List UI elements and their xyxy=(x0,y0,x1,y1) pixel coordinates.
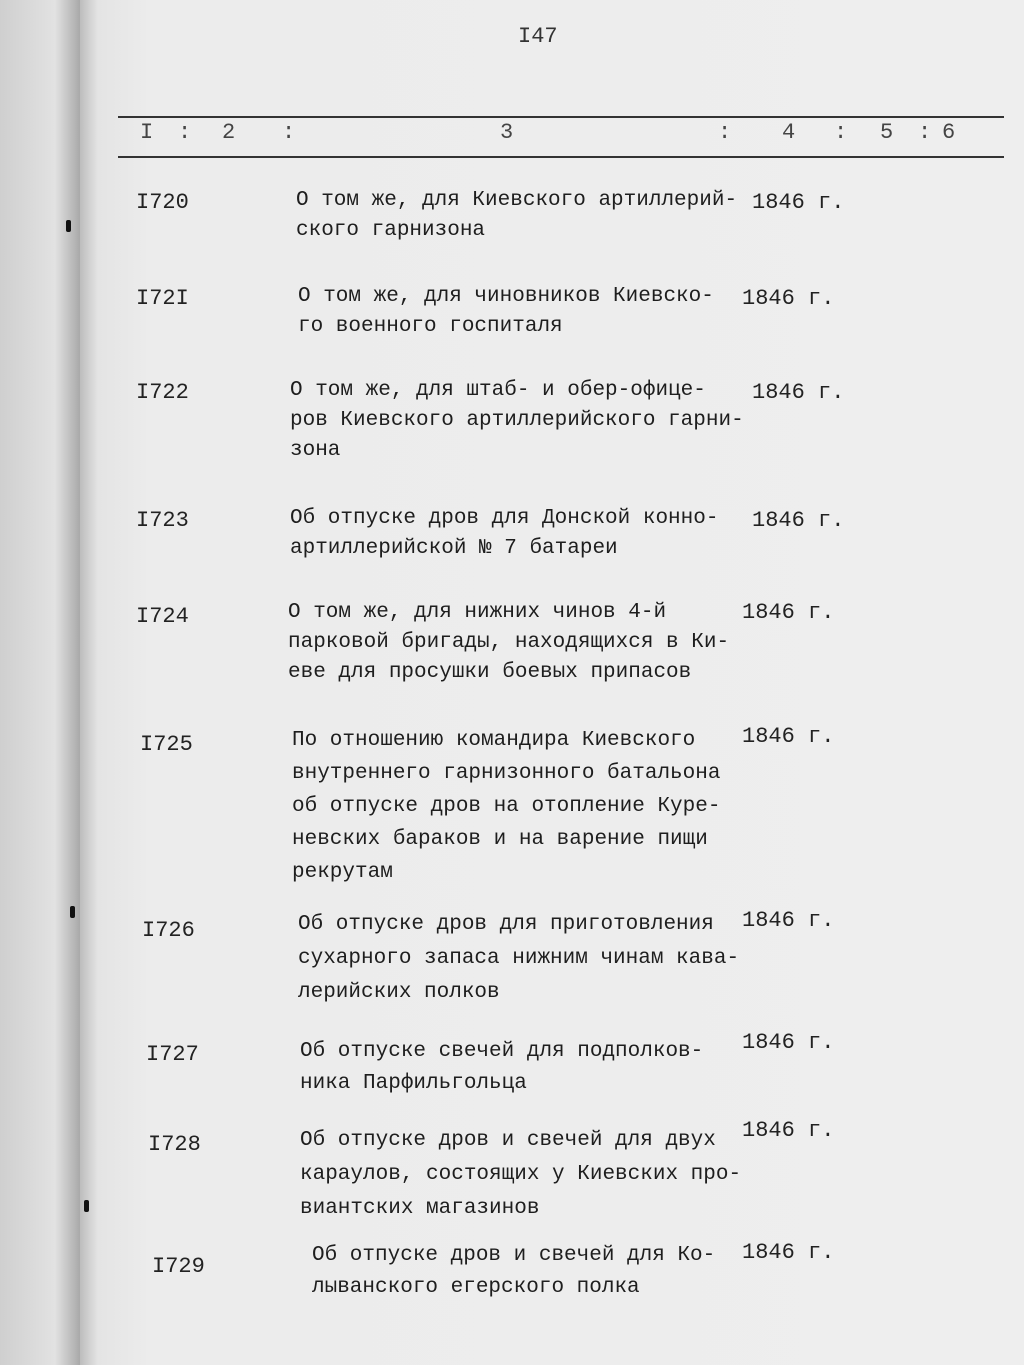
entry-description: О том же, для Киевского артиллерий- ского гарнизона xyxy=(296,189,738,242)
entry-number: I725 xyxy=(140,732,193,757)
entry-description: О том же, для нижних чинов 4-й парковой бригады, находящихся в Ки- еве для просушки боевых припасов xyxy=(288,601,730,684)
entry-description: Об отпуске свечей для подполков- ника Парфильгольца xyxy=(300,1040,704,1095)
page-number: I47 xyxy=(518,24,558,49)
binding-mark xyxy=(84,1200,89,1212)
entry-date: 1846 г. xyxy=(742,1240,835,1265)
header-rule-top xyxy=(118,116,1004,118)
left-page-gutter xyxy=(0,0,80,1365)
column-separator: : xyxy=(178,120,192,145)
entry-description: О том же, для штаб- и обер-офице- ров Киевского артиллерийского гарни- зона xyxy=(290,379,744,462)
entry-description: Об отпуске дров для приготовления сухарного запаса нижним чинам кава- лерийских полков xyxy=(298,913,740,1004)
entry-date: 1846 г. xyxy=(742,600,835,625)
entry-number: I724 xyxy=(136,604,189,629)
entry-date: 1846 г. xyxy=(742,724,835,749)
entry-date: 1846 г. xyxy=(742,286,835,311)
entry-date: 1846 г. xyxy=(752,190,845,215)
column-separator: : xyxy=(718,120,732,145)
entry-number: I722 xyxy=(136,380,189,405)
entry-description: По отношению командира Киевского внутреннего гарнизонного батальона об отпуске дров на отопление Куре- невских бараков и на варение пищи рекрутам xyxy=(292,729,721,884)
column-header-5: 5 xyxy=(880,120,894,145)
entry-number: I727 xyxy=(146,1042,199,1067)
entry-number: I72I xyxy=(136,286,189,311)
entry-date: 1846 г. xyxy=(752,508,845,533)
column-header-1: I xyxy=(140,120,154,145)
header-rule-bottom xyxy=(118,156,1004,158)
column-separator: : xyxy=(282,120,296,145)
entry-number: I729 xyxy=(152,1254,205,1279)
entry-description: Об отпуске дров и свечей для двух караулов, состоящих у Киевских про- виантских магазинов xyxy=(300,1129,742,1220)
entry-date: 1846 г. xyxy=(742,1118,835,1143)
entry-date: 1846 г. xyxy=(742,1030,835,1055)
entry-number: I728 xyxy=(148,1132,201,1157)
entry-number: I723 xyxy=(136,508,189,533)
binding-mark xyxy=(70,906,75,918)
column-header-2: 2 xyxy=(222,120,236,145)
column-header-4: 4 xyxy=(782,120,796,145)
entry-date: 1846 г. xyxy=(742,908,835,933)
entry-description: Об отпуске дров и свечей для Ко- лыванского егерского полка xyxy=(312,1244,716,1299)
entry-date: 1846 г. xyxy=(752,380,845,405)
entry-number: I726 xyxy=(142,918,195,943)
binding-mark xyxy=(66,220,71,232)
column-header-3: 3 xyxy=(500,120,514,145)
entry-description: Об отпуске дров для Донской конно- артиллерийской № 7 батареи xyxy=(290,507,719,560)
column-header-6: 6 xyxy=(942,120,956,145)
column-separator: : xyxy=(918,120,932,145)
entry-number: I720 xyxy=(136,190,189,215)
column-separator: : xyxy=(834,120,848,145)
entry-description: О том же, для чиновников Киевско- го военного госпиталя xyxy=(298,285,714,338)
